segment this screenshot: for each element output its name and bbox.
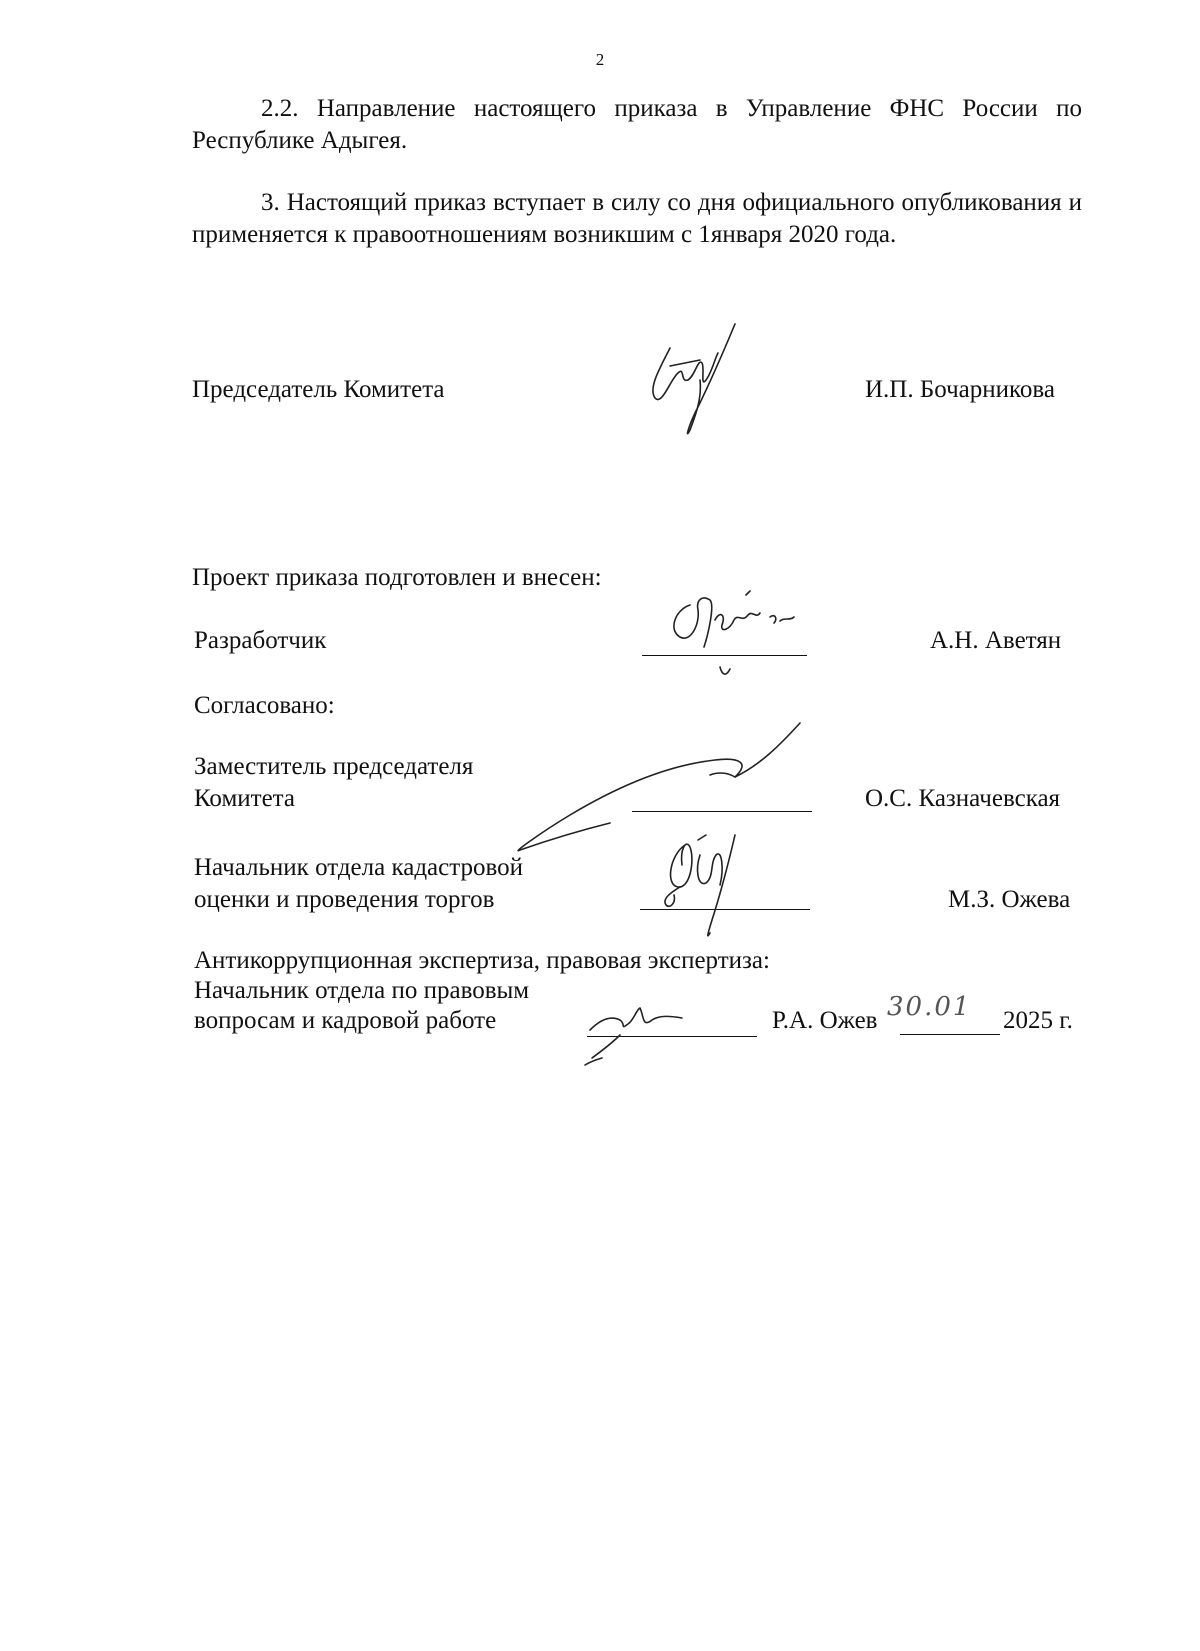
- legal-head-title-line1: Начальник отдела по правовым: [194, 977, 530, 1004]
- cadastral-head-title-line2: оценки и проведения торгов: [194, 886, 495, 913]
- chairman-title: Председатель Комитета: [192, 376, 445, 403]
- expertise-heading: Антикоррупционная экспертиза, правовая экспертиза:: [194, 947, 770, 974]
- page-number: 2: [595, 50, 605, 69]
- chairman-name: И.П. Бочарникова: [865, 376, 1055, 403]
- chairman-signature: [640, 318, 760, 448]
- developer-title: Разработчик: [194, 627, 327, 654]
- developer-name: А.Н. Аветян: [930, 627, 1062, 654]
- legal-head-signature: [570, 990, 720, 1080]
- handwritten-date: 30.01: [887, 992, 972, 1022]
- developer-signature: [660, 585, 810, 685]
- deputy-name: О.С. Казначевская: [865, 785, 1061, 812]
- legal-head-name: Р.А. Ожев: [772, 1007, 878, 1034]
- paragraph-2-2: 2.2. Направление настоящего приказа в Управление ФНС России по Республике Адыгея.: [192, 95, 1082, 154]
- date-underline: [900, 1034, 1000, 1035]
- deputy-title-line2: Комитета: [194, 785, 296, 812]
- agreed-heading: Согласовано:: [194, 692, 335, 719]
- cadastral-head-title-line1: Начальник отдела кадастровой: [194, 854, 523, 881]
- paragraph-3: 3. Настоящий приказ вступает в силу со дня официального опубликования и применяется к правоотношениям возникшим с 1января 2020 года.: [192, 189, 1082, 248]
- prepared-heading: Проект приказа подготовлен и внесен:: [192, 564, 602, 591]
- cadastral-head-signature: [640, 825, 790, 945]
- cadastral-head-name: М.З. Ожева: [948, 886, 1071, 913]
- deputy-title-line1: Заместитель председателя: [194, 753, 474, 780]
- date-year: 2025 г.: [1003, 1007, 1073, 1034]
- legal-head-title-line2: вопросам и кадровой работе: [194, 1007, 497, 1034]
